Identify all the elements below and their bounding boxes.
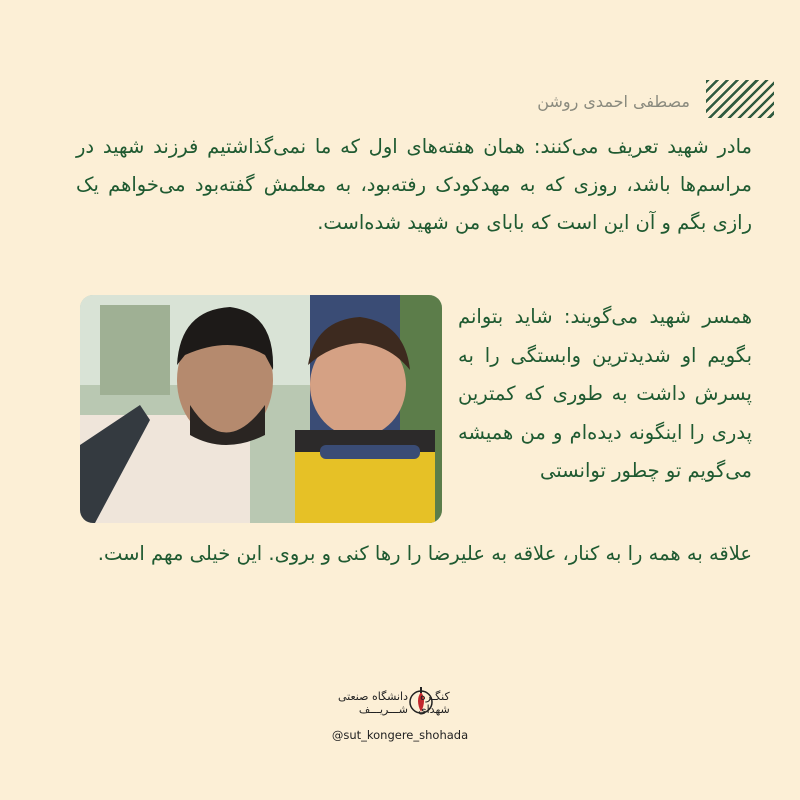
social-handle: @sut_kongere_shohada [331, 728, 469, 742]
university-logo-text [338, 690, 408, 716]
author-name: مصطفی احمدی روشن [537, 92, 690, 111]
congress-name-line2: شهدای [418, 703, 450, 716]
hatch-decoration [706, 80, 774, 118]
footer-logos [300, 682, 500, 752]
paragraph-wife-story-continued: علاقه به همه را به کنار، علاقه به علیرضا را رها کنی و بروی. این خیلی مهم است. [97, 542, 752, 565]
paragraph-mother-story: مادر شهید تعریف می‌کنند: همان هفته‌های اول که ما نمی‌گذاشتیم فرزند شهید در مراسم‌ها باشد، روزی که به مهدکودک رفته‌بود، به معلمش گفته‌بود می‌خواهم یک رازی بگم و آن این است که بابای من شهید شده‌است. [76, 135, 752, 234]
father-son-photo [80, 295, 442, 523]
congress-logo-text [418, 690, 450, 716]
university-name-line2: شـــریـــف [358, 703, 408, 716]
paragraph-wife-story: همسر شهید می‌گویند: شاید بتوانم بگویم او شدیدترین وابستگی را به پسرش داشت به طوری که کمترین پدری را اینگونه دیده‌ام و من همیشه می‌گویم تو چطور توانستی [458, 305, 752, 482]
university-name-line1: دانشگاه صنعتی [338, 690, 408, 703]
congress-name-line1: کنگـره [420, 690, 450, 703]
